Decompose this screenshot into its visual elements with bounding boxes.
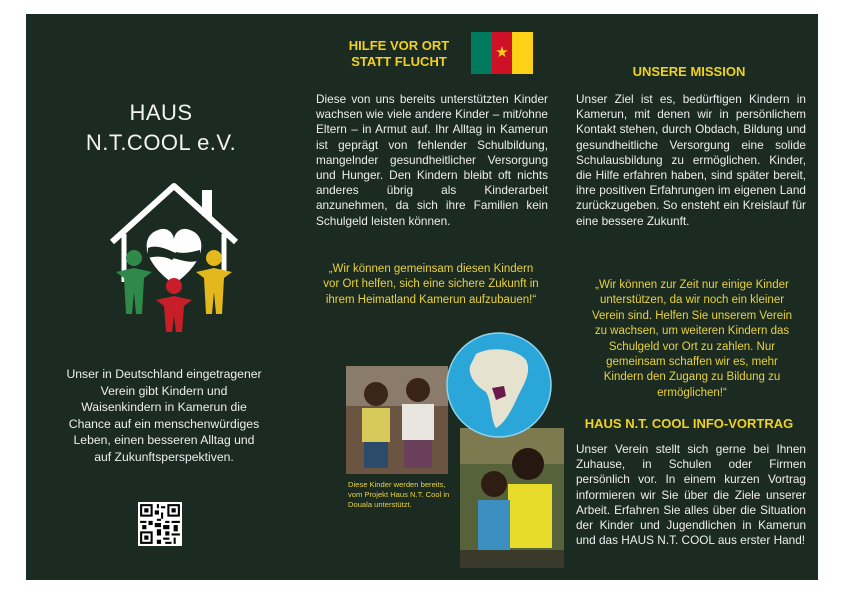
- right-panel: [560, 14, 818, 580]
- middle-panel: [296, 14, 560, 580]
- mission-text: Unser Ziel ist es, bedürftigen Kindern in Kamerun, mit denen wir in persönlichem Kontakt stehen, durch Obdach, Bildung und gesundheitliche Versorgung eine solide Schulausbildung zu ermöglichen. Kinder, die Hilfe erfahren haben, sind später bereit, ihre positiven Erfahrungen im eigenen Land zurückzugeben. So ensteht ein Kreislauf für eine bessere Zukunft.: [576, 92, 806, 228]
- brand-title: [26, 98, 296, 158]
- info-text: Unser Verein stellt sich gerne bei Ihnen Zuhause, in Schulen oder Firmen persönlich vor. In einem kurzen Vortrag informieren wir Sie über die Ziele unserer Arbeit. Erfahren Sie alles über die Situation der Kinder und Jugendlichen in Kamerun und das HAUS N.T. COOL aus erster Hand!: [576, 442, 806, 548]
- flyer-sheet: [26, 14, 818, 580]
- children-photo: [346, 366, 448, 474]
- globe-africa-map-icon: [446, 332, 552, 438]
- info-heading: HAUS N.T. COOL INFO-VORTRAG: [584, 416, 794, 431]
- brand-title-line2: N.T.COOL e.V.: [85, 130, 237, 155]
- mission-heading: UNSERE MISSION: [632, 64, 746, 79]
- help-quote: „Wir können gemeinsam diesen Kindern vor Ort helfen, sich eine sichere Zukunft in ihrem Heimatland Kamerun aufzubauen!“: [323, 263, 539, 306]
- qr-code-icon[interactable]: [138, 502, 182, 546]
- mission-quote: „Wir können zur Zeit nur einige Kinder unterstützen, da wir noch ein kleiner Verein sind. Helfen Sie unserem Verein zu wachsen, um weiteren Kindern das Schulgeld vor Ort zu zahlen. Nur gemeinsam schaffen wir es, mehr Kindern den Zugang zu Bildung zu ermöglichen!“: [591, 279, 793, 399]
- brand-title-line1: HAUS: [129, 100, 193, 125]
- mother-child-photo: [460, 428, 564, 568]
- house-hands-heart-logo-icon: [102, 164, 246, 332]
- photo-caption: Diese Kinder werden bereits, vom Projekt Haus N.T. Cool in Douala unterstützt.: [348, 480, 450, 509]
- intro-text: Unser in Deutschland eingetragener Verein gibt Kindern und Waisenkindern in Kamerun die Chance auf ein menschenwürdiges Leben, einen besseren Alltag und auf Zukunftsperspektiven.: [66, 367, 262, 464]
- cameroon-flag-icon: ★: [471, 32, 533, 74]
- help-paragraph: Diese von uns bereits unterstützten Kinder wachsen wie viele andere Kinder – mit/ohne Eltern – in Armut auf. Ihr Alltag in Kamerun ist geprägt von fehlender Schulbildung, mangelnder gesundheitlicher Versorgung und Hunger. Den Kindern bleibt oft nichts anderes übrig als Kinderarbeit anzunehmen, da sich ihre Familien kein Schulgeld leisten können.: [316, 92, 548, 228]
- help-heading: HILFE VOR ORT STATT FLUCHT: [348, 38, 450, 69]
- left-panel: [26, 14, 296, 580]
